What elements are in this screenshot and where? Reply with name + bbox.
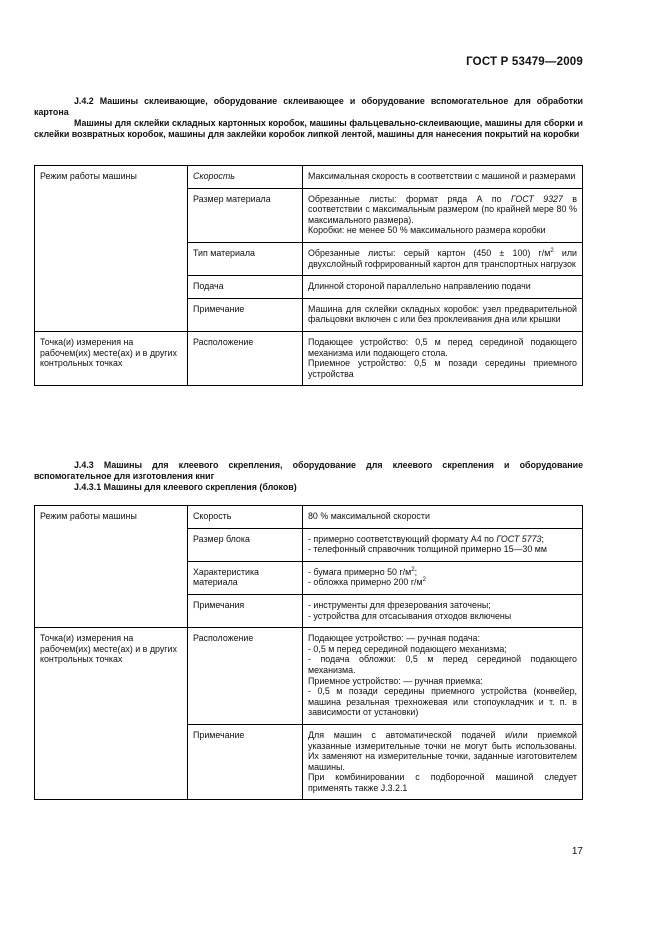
speed-label: Скорость [188,166,303,189]
standard-header: ГОСТ Р 53479—2009 [466,56,583,68]
note-value: Для машин с автоматической подачей и/или приемкой указанные измерительные точки не могут быть использованы. Их заменяют на измерительные точки, заданные изготовителем машины. При комбинировании с подборочной машиной следует применять также J.3.2.1 [303,724,583,800]
table-binding-machines [34,505,583,800]
size-label: Размер материала [188,188,303,242]
section-j431-heading: J.4.3.1 Машины для клеевого скрепления (блоков) [74,482,297,492]
type-label: Тип материала [188,242,303,275]
speed-value: 80 % максимальной скорости [303,506,583,529]
points-cell: Точка(и) измерения на рабочем(их) месте(ах) и в других контрольных точках [35,628,188,800]
table-row [35,628,583,725]
location-value: Подающее устройство: 0,5 м перед серединой подающего механизма или подающего стола. Приемное устройство: 0,5 м позади середины приемного устройства [303,331,583,385]
table-row [35,331,583,385]
page-number: 17 [571,846,583,857]
note-label: Примечание [188,724,303,800]
note-value: Машина для склейки складных коробок: узел предварительной фальцовки включен с или без проклеивания дна или крышки [303,298,583,331]
material-value: - бумага примерно 50 $г/м^2$; - обложка примерно 200 $г/м^2$ [303,561,583,594]
gost-reference: ГОСТ 5773 [496,533,542,544]
location-label: Расположение [188,628,303,725]
type-value: Обрезанные листы: серый картон (450 ± 100) $г/м^2$ или двухслойный гофрированный картон для транспортных нагрузок [303,242,583,275]
speed-label: Скорость [188,506,303,529]
gost-reference: ГОСТ 9327 [510,193,563,204]
mode-cell: Режим работы машины [35,166,188,332]
section-j42 [34,96,583,140]
block-value: - примерно соответствующий формату А4 по ГОСТ 5773; - телефонный справочник толщиной примерно 15—30 мм [303,528,583,561]
section-j43-heading: J.4.3 Машины для клеевого скрепления, оборудование для клеевого скрепления и оборудование вспомогательное для изготовления книг [34,460,583,481]
section-j42-heading: J.4.2 Машины склеивающие, оборудование склеивающее и оборудование вспомогательное для обработки картона [34,96,583,117]
size-value: Обрезанные листы: формат ряда А по ГОСТ 9327 в соответствии с максимальным размером (по крайней мере 80 % максимального размера). Коробки: не менее 50 % максимального размера коробки [303,188,583,242]
section-j42-subheading: Машины для склейки складных картонных коробок, машины фальцевально-склеивающие, машины для сборки и склейки возвратных коробок, машины для заклейки коробок липкой лентой, машины для нанесения покрытий на коробки [34,118,583,139]
note-label: Примечание [188,298,303,331]
material-label: Характеристика материала [188,561,303,594]
points-cell: Точка(и) измерения на рабочем(их) месте(ах) и в других контрольных точках [35,331,188,385]
table-row [35,166,583,189]
location-value: Подающее устройство: — ручная подача: - 0,5 м перед серединой подающего механизма; - подача обложки: 0,5 м перед серединой подающего механизма. Приемное устройство: — ручная приемка: - 0,5 м позади середины приемного устройства (конвейер, машина резальная трехножевая или стопоукладчик и т. п. в зависимости от установки) [303,628,583,725]
notes-label: Примечания [188,594,303,627]
feed-label: Подача [188,276,303,299]
feed-value: Длинной стороной параллельно направлению подачи [303,276,583,299]
notes-value: - инструменты для фрезерования заточены; - устройства для отсасывания отходов включены [303,594,583,627]
location-label: Расположение [188,331,303,385]
table-gluing-machines [34,165,583,386]
speed-value: Максимальная скорость в соответствии с машиной и размерами [303,166,583,189]
block-label: Размер блока [188,528,303,561]
section-j43 [34,460,583,493]
table-row [35,506,583,529]
mode-cell: Режим работы машины [35,506,188,628]
